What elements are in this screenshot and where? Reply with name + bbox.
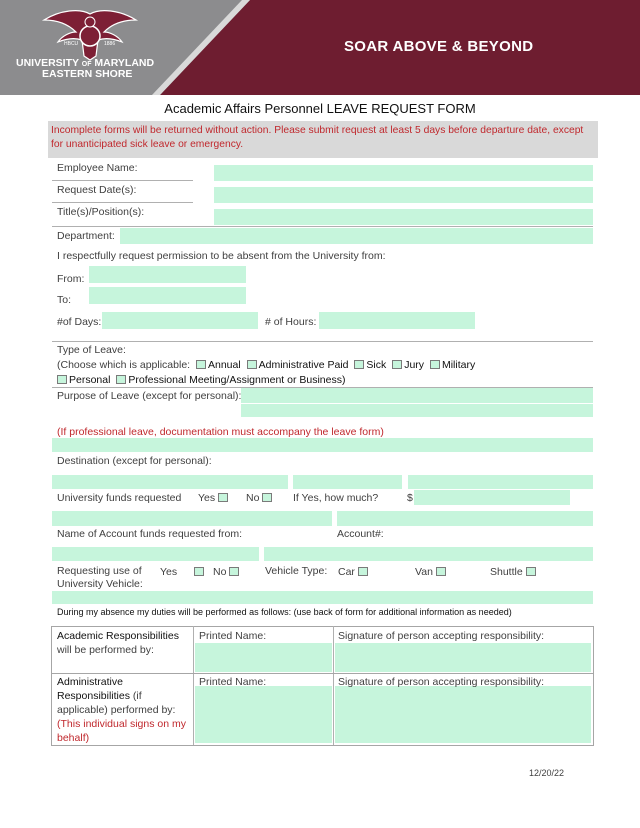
jury-checkbox[interactable] (392, 360, 402, 369)
title-position-field[interactable] (214, 209, 593, 225)
type-of-leave-label: Type of Leave: (57, 344, 126, 356)
vehicle-yes-label: Yes (160, 566, 178, 578)
destination-field-3[interactable] (408, 475, 593, 489)
admin-paid-checkbox[interactable] (247, 360, 257, 369)
personal-checkbox[interactable] (57, 375, 67, 384)
military-checkbox[interactable] (430, 360, 440, 369)
funds-extra-field-2[interactable] (337, 511, 593, 526)
leave-options-row-2 (54, 374, 345, 386)
if-yes-label: If Yes, how much? (293, 492, 379, 504)
car-checkbox[interactable] (358, 567, 368, 576)
purpose-field-3[interactable] (52, 438, 593, 452)
funds-yes-checkbox[interactable] (218, 493, 228, 502)
amount-field[interactable] (414, 490, 570, 505)
to-label: To: (57, 294, 72, 306)
destination-field-1[interactable] (52, 475, 288, 489)
num-hours-label: # of Hours: (265, 316, 317, 328)
funds-yes-label: Yes (198, 492, 216, 504)
military-label: Military (441, 359, 476, 371)
university-name-part1: UNIVERSITY (16, 57, 79, 69)
divider (52, 341, 593, 342)
from-date-field[interactable] (89, 266, 246, 283)
leave-options-row-1 (57, 359, 475, 371)
to-date-field[interactable] (89, 287, 246, 304)
vehicle-no-label: No (213, 566, 227, 578)
shuttle-checkbox[interactable] (526, 567, 536, 576)
funds-extra-field-1[interactable] (52, 511, 332, 526)
vehicle-no-option (213, 566, 241, 578)
hawk-logo-icon (40, 6, 140, 62)
account-number-label: Account#: (337, 528, 384, 540)
personal-label: Personal (69, 374, 111, 386)
university-name-part2: MARYLAND (94, 57, 155, 69)
university-campus: EASTERN SHORE (42, 68, 133, 80)
header-tagline: SOAR ABOVE & BEYOND (344, 38, 534, 55)
jury-label: Jury (404, 359, 425, 371)
destination-label: Destination (except for personal): (57, 455, 212, 467)
logo-seal-right: 1886 (104, 41, 116, 47)
admin-label-line-3: applicable) performed by: (57, 704, 176, 716)
academic-signature-field[interactable] (335, 643, 591, 672)
sick-label: Sick (366, 359, 387, 371)
notice-line-2: for unanticipated sick leave or emergency. (51, 139, 244, 150)
professional-label: Professional Meeting/Assignment or Business) (128, 374, 346, 386)
annual-label: Annual (208, 359, 241, 371)
vehicle-label-line-2: University Vehicle: (57, 578, 143, 590)
title-position-label: Title(s)/Position(s): (57, 206, 145, 218)
notice-line-1: Incomplete forms will be returned without action. Please submit request at least 5 days before departure date, except (51, 125, 584, 136)
form-title: Academic Affairs Personnel LEAVE REQUEST FORM (164, 101, 476, 116)
employee-name-label: Employee Name: (57, 162, 138, 174)
vehicle-label-line-1: Requesting use of (57, 565, 142, 577)
sick-checkbox[interactable] (354, 360, 364, 369)
divider (52, 226, 593, 227)
revision-date: 12/20/22 (529, 768, 565, 778)
van-checkbox[interactable] (436, 567, 446, 576)
destination-field-2[interactable] (293, 475, 402, 489)
shuttle-option (490, 566, 538, 578)
car-label: Car (338, 566, 355, 578)
admin-note-line-1: (This individual signs on my (57, 718, 186, 730)
vehicle-no-checkbox[interactable] (229, 567, 239, 576)
funds-requested-label: University funds requested (57, 492, 182, 504)
admin-label-line-1: Administrative (57, 676, 123, 688)
vehicle-yes-checkbox[interactable] (194, 567, 204, 576)
vehicle-notes-field[interactable] (52, 591, 593, 604)
university-name-of: OF (81, 61, 92, 68)
account-name-label: Name of Account funds requested from: (57, 528, 243, 540)
academic-performed-by-label: will be performed by: (57, 644, 154, 656)
absence-note: During my absence my duties will be performed as follows: (use back of form for additional information as needed) (57, 607, 512, 617)
num-days-field[interactable] (102, 312, 258, 329)
purpose-field-2[interactable] (241, 404, 593, 417)
account-number-field[interactable] (264, 547, 593, 561)
signature-label-2: Signature of person accepting responsibility: (338, 676, 545, 688)
vehicle-yes-option (160, 566, 206, 578)
car-option (338, 566, 370, 578)
from-label: From: (57, 273, 85, 285)
academic-responsibilities-label: Academic Responsibilities (57, 630, 179, 642)
request-dates-label: Request Date(s): (57, 184, 137, 196)
request-dates-field[interactable] (214, 187, 593, 203)
num-days-label: #of Days: (57, 316, 102, 328)
signature-label: Signature of person accepting responsibility: (338, 630, 545, 642)
department-field[interactable] (120, 228, 593, 244)
purpose-field-1[interactable] (241, 388, 593, 403)
table-divider (51, 673, 593, 674)
dollar-sign: $ (407, 492, 413, 504)
admin-responsibilities-text: Responsibilities (57, 690, 130, 702)
funds-no-option (246, 492, 274, 504)
admin-signature-field[interactable] (335, 686, 591, 743)
printed-name-label: Printed Name: (199, 630, 267, 642)
permission-text: I respectfully request permission to be absent from the University from: (57, 250, 386, 262)
divider (52, 180, 193, 181)
admin-note-line-2: behalf) (57, 732, 90, 744)
vehicle-type-label: Vehicle Type: (265, 565, 328, 577)
admin-printed-name-field[interactable] (195, 686, 332, 743)
funds-no-checkbox[interactable] (262, 493, 272, 502)
choose-prefix: (Choose which is applicable: (57, 359, 191, 371)
employee-name-field[interactable] (214, 165, 593, 181)
table-divider (333, 626, 334, 745)
divider (52, 202, 193, 203)
purpose-label: Purpose of Leave (except for personal): (57, 390, 242, 402)
shuttle-label: Shuttle (490, 566, 523, 578)
admin-label-line-2 (57, 690, 142, 702)
funds-no-label: No (246, 492, 260, 504)
logo-seal-left: HBCU (64, 41, 79, 47)
funds-yes-option (198, 492, 230, 504)
table-divider (193, 626, 194, 745)
professional-note: (If professional leave, documentation must accompany the leave form) (57, 426, 384, 438)
printed-name-label-2: Printed Name: (199, 676, 267, 688)
annual-checkbox[interactable] (196, 360, 206, 369)
department-label: Department: (57, 230, 115, 242)
van-label: Van (415, 566, 433, 578)
van-option (415, 566, 448, 578)
academic-printed-name-field[interactable] (195, 643, 332, 672)
admin-if-text: (if (129, 690, 142, 702)
account-name-field[interactable] (52, 547, 259, 561)
professional-checkbox[interactable] (116, 375, 126, 384)
admin-paid-label: Administrative Paid (258, 359, 349, 371)
num-hours-field[interactable] (319, 312, 475, 329)
